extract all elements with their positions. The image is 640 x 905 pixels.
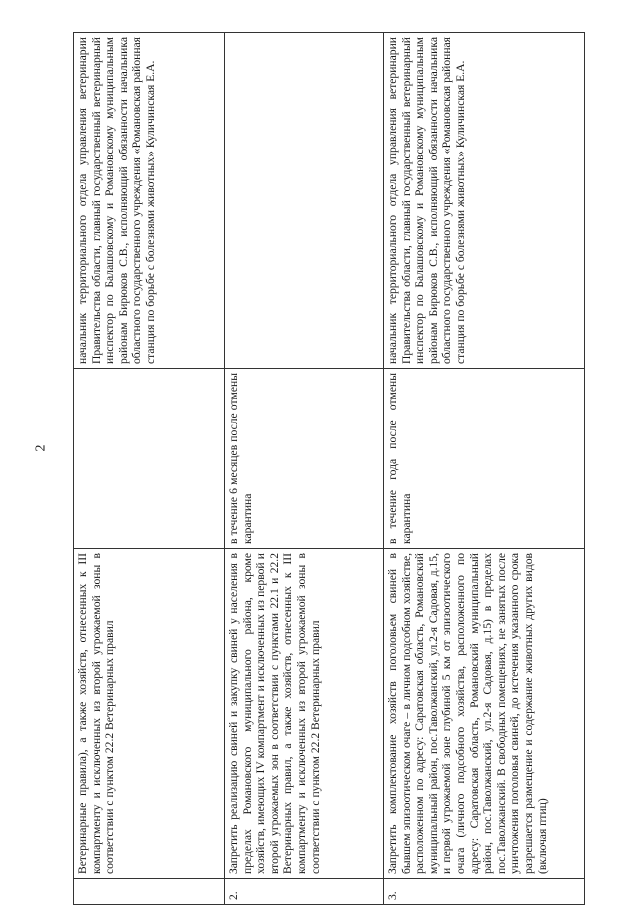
measure-cell: Запретить комплектование хозяйств поголовьем свиней в бывшем эпизоотическом очаге – в личном подсобном хозяйстве, расположенном по адресу: Саратовская область, Романовский муниципальный район, пос.Таволжанский, ул.2-я Садовая, д.15, и первой угрожаемой зоне глубиной 5 км от эпизоотического очага (личного подсобного хозяйства, расположенного по адресу: Саратовская область, Романовский муниципальный район, пос.Таволжанский, ул.2-я Садовая, д.15) в пределах пос.Таволжанский. В свободных помещениях, не занятых после уничтожения поголовья свиней, до истечения указанного срока разрешается размещение и содержание животных других видов (включая птиц) [384,549,585,879]
measures-table [73,32,585,905]
responsible-cell [225,33,384,369]
row-number [74,879,225,905]
page-number: 2 [33,444,49,452]
responsible-cell: начальник территориального отдела управления ветеринарии Правительства области, главный государственный ветеринарный инспектор по Балашовскому и Романовскому муниципальным районам Бирюков С.В., исполняющий обязанности начальника областного государственного учреждения «Романовская районная станция по борьбе с болезнями животных» Куличинская Е.А. [384,33,585,369]
measure-cell: Ветеринарные правила), а также хозяйств, отнесенных к III компартменту и исключенных из второй угрожаемой зоны в соответствии с пунктом 22.2 Ветеринарных правил [74,549,225,879]
table-row [225,33,384,905]
term-cell: в течение 6 месяцев после отмены карантина [225,369,384,549]
table-row [384,33,585,905]
rotated-table-wrapper [73,33,593,905]
term-cell: в течение года после отмены карантина [384,369,585,549]
measure-cell: Запретить реализацию свиней и закупку свиней у населения в пределах Романовского муниципального района, кроме хозяйств, имеющих IV компартмент и исключенных из первой и второй угрожаемых зон в соответствии с пунктами 22.1 и 22.2 Ветеринарных правил, а также хозяйств, отнесенных к III компартменту и исключенных из второй угрожаемой зоны в соответствии с пунктом 22.2 Ветеринарных правил [225,549,384,879]
term-cell [74,369,225,549]
responsible-cell: начальник территориального отдела управления ветеринарии Правительства области, главный государственный ветеринарный инспектор по Балашовскому и Романовскому муниципальным районам Бирюков С.В., исполняющий обязанности начальника областного государственного учреждения «Романовская районная станция по борьбе с болезнями животных» Куличинская Е.А. [74,33,225,369]
row-number: 2. [225,879,384,905]
table-row [74,33,225,905]
row-number: 3. [384,879,585,905]
